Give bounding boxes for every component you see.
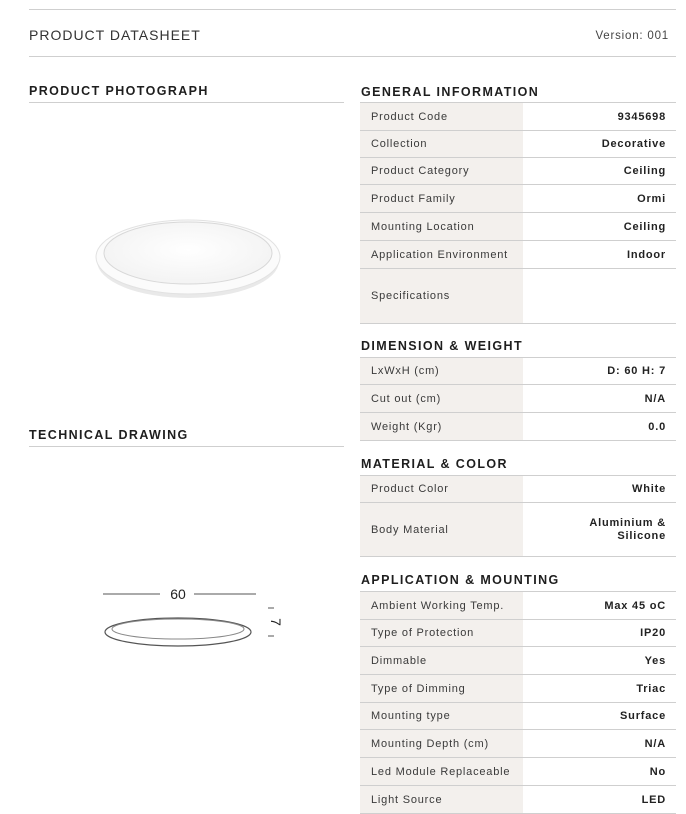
row-value: 9345698 (617, 110, 666, 123)
table-row (360, 675, 676, 703)
row-label: Ambient Working Temp. (360, 592, 523, 619)
row-label: Mounting type (360, 703, 523, 729)
page-title: PRODUCT DATASHEET (29, 27, 201, 43)
dimension-section-title: DIMENSION & WEIGHT (361, 339, 524, 353)
row-value: Yes (644, 654, 666, 667)
row-label: Type of Dimming (360, 675, 523, 702)
row-value: Max 45 oC (604, 599, 666, 612)
table-row (360, 647, 676, 675)
table-row (360, 413, 676, 441)
row-value: Ceiling (623, 165, 666, 177)
row-value: No (649, 765, 666, 778)
row-value: LED (641, 793, 666, 806)
general-info-table (360, 102, 676, 324)
table-row (360, 620, 676, 647)
table-row (360, 241, 676, 269)
drawing-section-title: TECHNICAL DRAWING (29, 428, 189, 442)
table-row (360, 730, 676, 758)
row-value (523, 503, 676, 556)
product-photo (88, 205, 288, 305)
row-value: Decorative (601, 138, 666, 150)
row-label: Dimmable (360, 647, 523, 674)
application-table (360, 591, 676, 814)
row-value: Ceiling (623, 220, 666, 233)
drawing-height-label: 7 (268, 618, 284, 626)
top-rule (29, 9, 676, 10)
row-value: 0.0 (648, 420, 666, 433)
row-value-line: Aluminium & (589, 516, 666, 529)
table-row (360, 476, 676, 503)
header-bottom-rule (29, 56, 676, 57)
table-row (360, 158, 676, 185)
table-row (360, 592, 676, 620)
row-label: Mounting Depth (cm) (360, 730, 523, 757)
row-value: Triac (636, 682, 666, 695)
row-label: Led Module Replaceable (360, 758, 523, 785)
dimension-table (360, 357, 676, 441)
row-label: Cut out (cm) (360, 385, 523, 412)
row-label: Product Code (360, 103, 523, 130)
table-row (360, 185, 676, 213)
row-label: LxWxH (cm) (360, 358, 523, 384)
general-section-title: GENERAL INFORMATION (361, 85, 540, 99)
row-label: Product Color (360, 476, 523, 502)
table-row (360, 758, 676, 786)
row-value: Ormi (637, 192, 666, 205)
row-label: Collection (360, 131, 523, 157)
table-row (360, 385, 676, 413)
photo-section-rule (29, 102, 344, 103)
row-value-line: Silicone (617, 529, 666, 542)
drawing-section-rule (29, 446, 344, 447)
row-label: Product Family (360, 185, 523, 212)
drawing-width-label: 60 (170, 586, 186, 602)
version-label: Version: 001 (595, 30, 669, 42)
row-label: Application Environment (360, 241, 523, 268)
row-label: Light Source (360, 786, 523, 813)
table-row (360, 503, 676, 557)
table-row (360, 131, 676, 158)
row-value: N/A (644, 392, 666, 405)
row-value: Surface (620, 710, 666, 722)
application-section-title: APPLICATION & MOUNTING (361, 573, 560, 587)
row-value: D: 60 H: 7 (607, 365, 666, 377)
row-label: Type of Protection (360, 620, 523, 646)
technical-drawing (98, 580, 288, 650)
table-row (360, 103, 676, 131)
row-value: N/A (644, 737, 666, 750)
material-table (360, 475, 676, 557)
row-label: Body Material (360, 503, 523, 556)
row-value: IP20 (640, 627, 666, 639)
row-value: White (632, 483, 666, 495)
table-row (360, 358, 676, 385)
table-row (360, 269, 676, 324)
row-value (523, 269, 676, 323)
row-label: Mounting Location (360, 213, 523, 240)
table-row (360, 786, 676, 814)
material-section-title: MATERIAL & COLOR (361, 457, 508, 471)
table-row (360, 703, 676, 730)
table-row (360, 213, 676, 241)
row-value: Indoor (626, 248, 666, 261)
row-label: Product Category (360, 158, 523, 184)
row-label: Specifications (360, 269, 523, 323)
photo-section-title: PRODUCT PHOTOGRAPH (29, 84, 209, 98)
row-label: Weight (Kgr) (360, 413, 523, 440)
